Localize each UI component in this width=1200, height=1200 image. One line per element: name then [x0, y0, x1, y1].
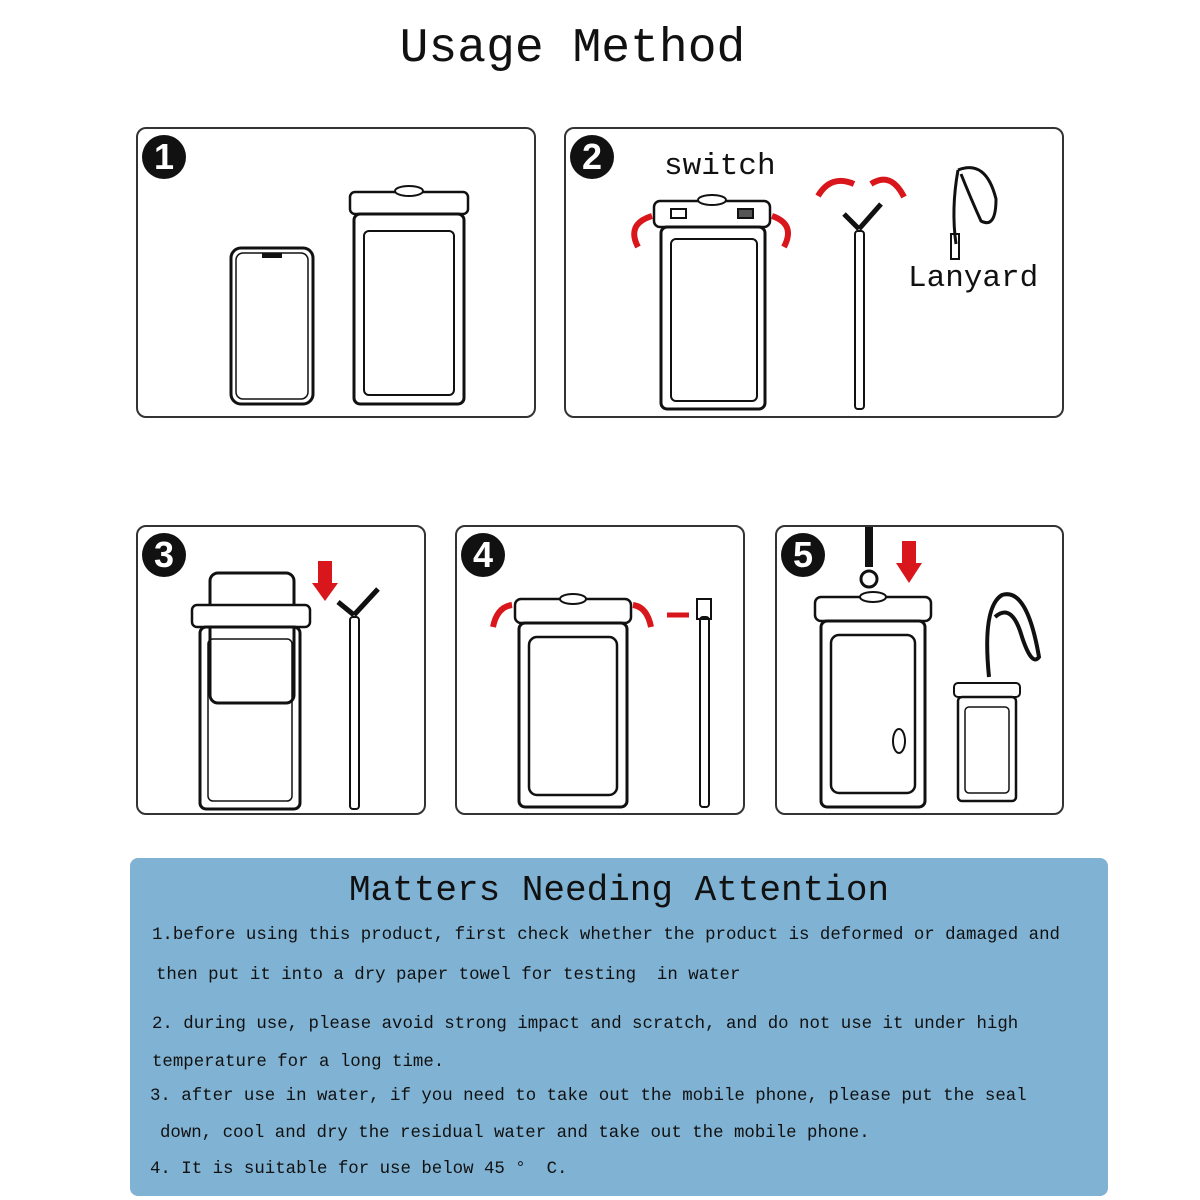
step-4-panel	[455, 525, 745, 815]
phone-and-pouch-illustration	[138, 129, 538, 420]
attach-lanyard-illustration	[777, 527, 1066, 817]
step-2-panel	[564, 127, 1064, 418]
step-1-panel	[136, 127, 536, 418]
step-number-badge: 3	[142, 533, 186, 577]
step-number-badge: 5	[781, 533, 825, 577]
lanyard-label: Lanyard	[908, 261, 1039, 296]
notice-line: temperature for a long time.	[152, 1053, 445, 1072]
seal-pouch-illustration	[457, 527, 747, 817]
switch-and-lanyard-illustration	[566, 129, 1066, 420]
attention-notice-box	[130, 858, 1108, 1196]
notice-line: 2. during use, please avoid strong impact and scratch, and do not use it under high	[152, 1015, 1019, 1034]
step-3-panel	[136, 525, 426, 815]
notice-line: 1.before using this product, first check whether the product is deformed or damaged and	[152, 926, 1060, 945]
step-number-badge: 1	[142, 135, 186, 179]
notice-line: down, cool and dry the residual water and take out the mobile phone.	[160, 1124, 870, 1143]
step-number-badge: 2	[570, 135, 614, 179]
notice-title: Matters Needing Attention	[348, 870, 890, 911]
notice-line: 3. after use in water, if you need to take out the mobile phone, please put the seal	[150, 1087, 1027, 1106]
notice-line: 4. It is suitable for use below 45 ° C.	[150, 1160, 568, 1179]
step-5-panel	[775, 525, 1064, 815]
notice-line: then put it into a dry paper towel for testing in water	[156, 966, 741, 985]
page-title: Usage Method	[399, 22, 746, 76]
insert-phone-illustration	[138, 527, 428, 817]
step-number-badge: 4	[461, 533, 505, 577]
switch-label: switch	[664, 149, 776, 184]
